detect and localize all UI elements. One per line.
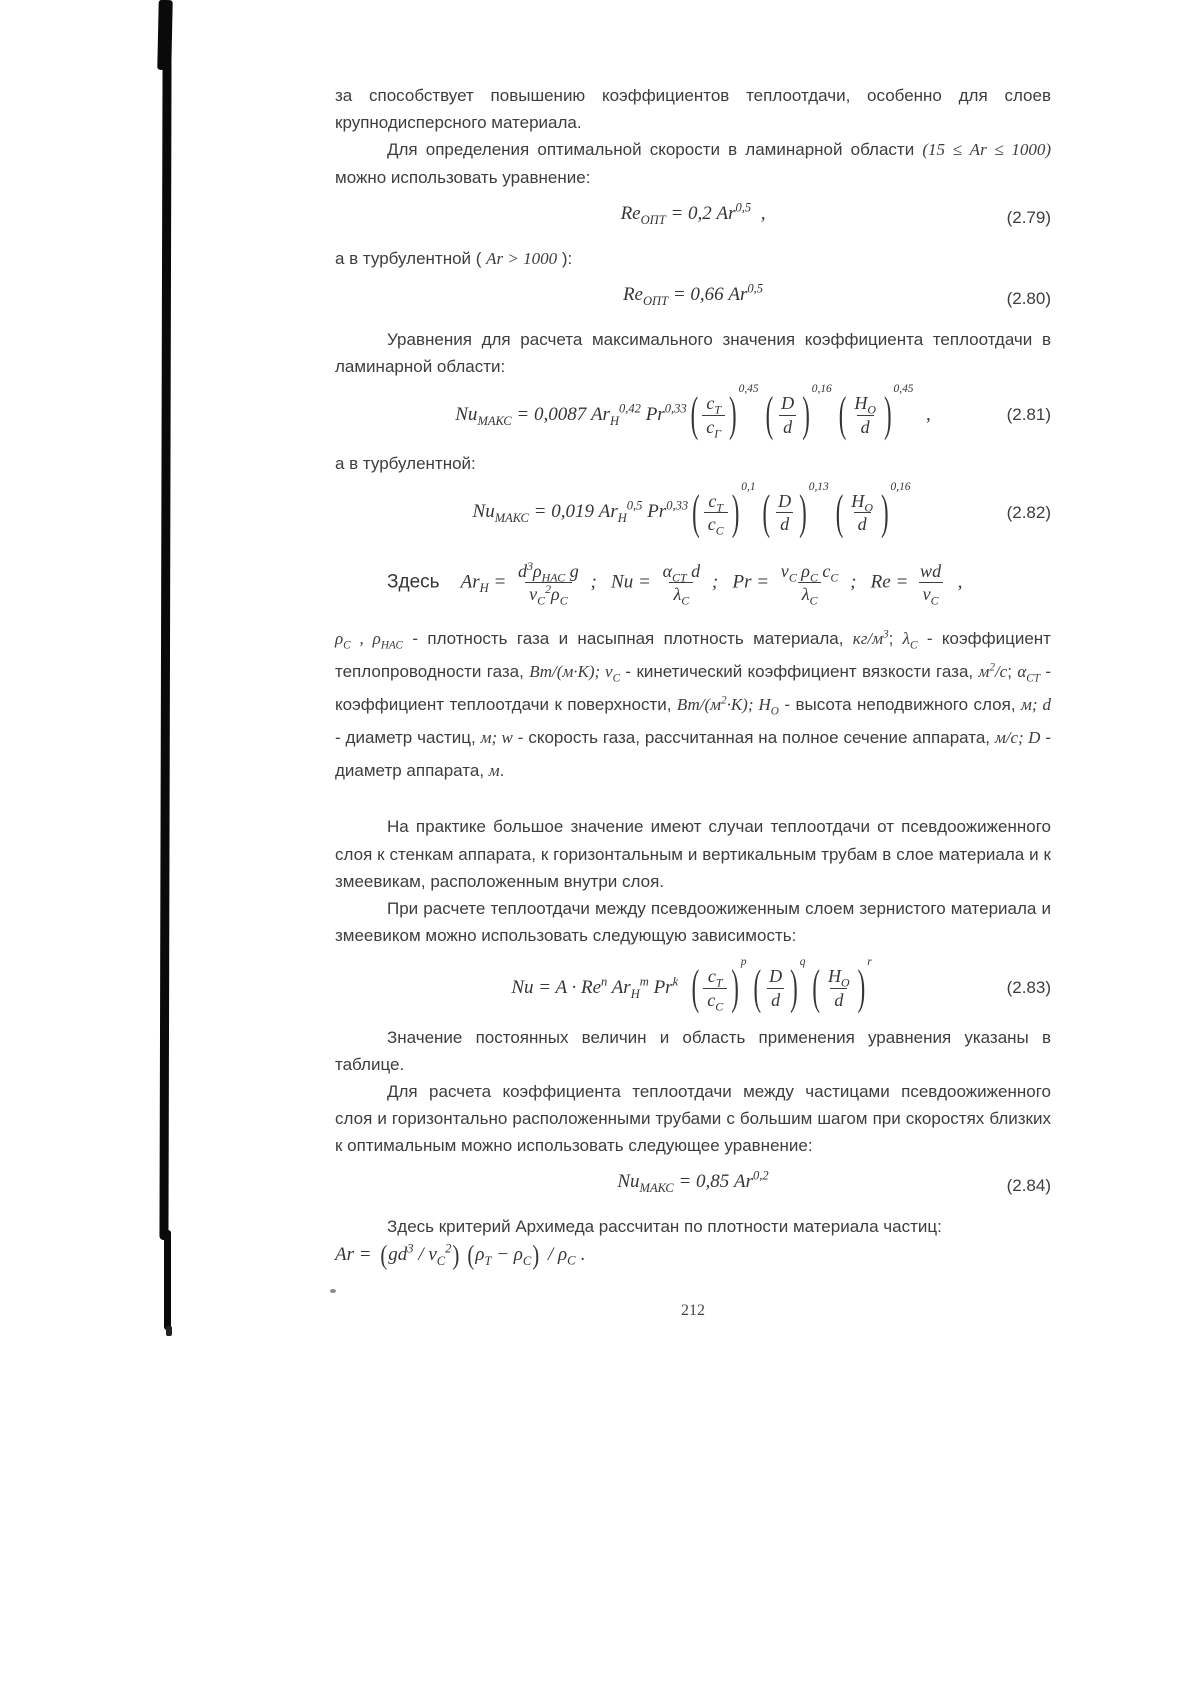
- math-run: Nu: [472, 501, 495, 522]
- subscript: С: [567, 1253, 576, 1268]
- math-run: c: [706, 416, 715, 437]
- math-run: = 0,66 Ar: [668, 283, 748, 305]
- equation-row: [335, 281, 1051, 314]
- subscript: С: [559, 593, 568, 608]
- close-paren-icon: ): [452, 1238, 460, 1271]
- subscript: Т: [484, 1253, 492, 1268]
- subscript: ОПТ: [640, 212, 666, 227]
- close-paren-icon: ): [731, 484, 740, 539]
- math-run: Nu: [617, 1171, 640, 1193]
- fraction: [702, 392, 725, 441]
- numerator: [777, 560, 843, 583]
- text-label: Здесь: [387, 571, 461, 593]
- subscript: С: [522, 1253, 532, 1268]
- math-run: ρ: [796, 560, 810, 581]
- denominator: [703, 988, 727, 1012]
- denominator: [776, 512, 793, 536]
- math-run: м: [488, 761, 500, 781]
- math-run: Pr: [648, 976, 673, 998]
- superscript: 0,2: [753, 1169, 769, 1184]
- text-run: Здесь критерий Архимеда рассчитан по плотности материала частиц:: [387, 1217, 942, 1237]
- text-run: - плотность газа и насыпная плотность материала,: [403, 628, 853, 648]
- text-run: а в турбулентной:: [335, 454, 476, 474]
- paren-content: [700, 965, 730, 1014]
- math-run: =: [488, 571, 512, 593]
- numerator: [777, 392, 798, 415]
- open-paren-icon: (: [691, 960, 700, 1015]
- denominator: [798, 582, 822, 606]
- scan-artifact-line: [159, 60, 171, 1240]
- subscript: Н: [617, 510, 627, 525]
- math-run: D: [778, 490, 792, 511]
- equation-number: (2.81): [1006, 405, 1051, 425]
- subscript: МАКС: [639, 1181, 674, 1196]
- math-run: λ: [673, 584, 682, 605]
- subscript: С: [830, 570, 839, 585]
- math-run: Ar > 1000: [486, 248, 558, 268]
- paren-content: [475, 1244, 531, 1266]
- text-run: - диаметр аппарата,: [335, 728, 1051, 781]
- math-run: d: [686, 560, 701, 581]
- equation: [622, 281, 764, 308]
- superscript: 0,5: [626, 498, 643, 513]
- denominator: [830, 988, 847, 1012]
- open-paren-icon: (: [690, 387, 699, 442]
- superscript: n: [601, 974, 608, 989]
- paren-content: [699, 392, 728, 441]
- subscript: Н: [609, 413, 620, 428]
- math-run: ,: [751, 202, 766, 224]
- equation-number: (2.84): [1006, 1176, 1051, 1196]
- numerator: [847, 490, 877, 513]
- paren-group: [379, 1238, 460, 1271]
- math-run: d: [771, 989, 781, 1010]
- equation: [511, 956, 874, 1015]
- paragraph: [335, 136, 1051, 190]
- denominator: [779, 415, 796, 439]
- superscript: 3: [407, 1241, 414, 1256]
- subscript: СТ: [1026, 672, 1040, 685]
- fraction: [765, 965, 786, 1011]
- paragraph: [335, 326, 1051, 380]
- subscript: С: [715, 523, 724, 538]
- close-paren-icon: ): [802, 387, 810, 442]
- math-run: d: [860, 416, 870, 437]
- math-run: c: [707, 966, 716, 987]
- paren-content: [388, 1241, 452, 1268]
- math-run: Pr: [640, 403, 665, 425]
- open-paren-icon: (: [762, 484, 771, 539]
- page-number: 212: [681, 1301, 705, 1319]
- text-run: - высота неподвижного слоя,: [778, 695, 1021, 715]
- math-run: g: [565, 560, 579, 581]
- denominator: [857, 415, 874, 439]
- equation-number: (2.80): [1006, 288, 1051, 308]
- math-run: d: [857, 514, 867, 535]
- paragraph: [335, 895, 1051, 949]
- math-run: v: [922, 584, 931, 605]
- paren-content: [844, 490, 880, 536]
- fraction: [777, 392, 798, 438]
- paren-group: ( $\frac{H_О}{d}$ ) r: [811, 965, 871, 1011]
- math-run: ·К); H: [726, 695, 771, 715]
- math-run: d: [834, 989, 844, 1010]
- superscript: 0,42: [619, 401, 641, 416]
- subscript: С: [809, 593, 818, 608]
- subscript: ОПТ: [642, 293, 669, 308]
- math-run: α: [662, 560, 673, 581]
- fraction: [704, 490, 728, 536]
- close-paren-icon: ): [731, 960, 739, 1015]
- text-run: а в турбулентной (: [335, 248, 487, 268]
- paragraph: [335, 622, 1051, 788]
- superscript: k: [672, 974, 679, 989]
- denominator: [525, 582, 572, 606]
- math-run: Re: [622, 283, 643, 305]
- math-run: H: [851, 490, 865, 511]
- math-run: Ar: [460, 571, 480, 593]
- numerator: [704, 965, 727, 991]
- math-run: = 0,85 Ar: [673, 1171, 754, 1193]
- fraction: [774, 490, 795, 536]
- paren-group: ( $\frac{H_О}{d}$ ) 0,45: [838, 392, 914, 438]
- math-run: − ρ: [491, 1244, 523, 1266]
- math-run: H: [828, 966, 842, 987]
- subscript: С: [715, 999, 724, 1014]
- equation: [617, 1169, 769, 1196]
- math-run: , ρ: [350, 628, 381, 648]
- equation-row: [335, 383, 1051, 442]
- math-run: /с: [994, 661, 1008, 681]
- paragraph: [335, 1213, 1051, 1240]
- fraction: [777, 560, 843, 606]
- math-run: gd: [388, 1244, 408, 1266]
- fraction: [703, 965, 727, 1014]
- equation: [455, 383, 931, 442]
- fraction: [847, 490, 877, 536]
- close-paren-icon: ): [883, 387, 892, 442]
- numerator: [774, 490, 795, 513]
- fraction: [850, 392, 880, 438]
- math-run: м: [978, 661, 990, 681]
- math-run: c: [707, 514, 716, 535]
- document-body: [335, 82, 1051, 1320]
- math-run: Вт/(м: [676, 695, 722, 715]
- paren-content: [771, 490, 798, 536]
- paren-content: [762, 965, 789, 1011]
- subscript: Н: [479, 580, 489, 595]
- equation-number: (2.83): [1006, 978, 1051, 998]
- denominator: [919, 582, 943, 606]
- paren-content: [701, 490, 731, 536]
- equation-number: (2.82): [1006, 502, 1051, 522]
- math-run: c: [817, 560, 831, 581]
- subscript: Т: [715, 976, 723, 991]
- math-run: d: [783, 416, 793, 437]
- math-run: d: [518, 560, 528, 581]
- equation-row: [335, 1171, 1051, 1201]
- text-run: - коэффициент теплоотдачи к поверхности,: [335, 661, 1052, 715]
- subscript: С: [930, 593, 939, 608]
- paren-group: ( $\frac{D}{d}$ ) q: [753, 965, 806, 1011]
- numerator: [704, 490, 727, 513]
- text-run: .: [499, 761, 505, 781]
- math-run: ; Nu =: [585, 571, 656, 593]
- math-run: α: [1017, 661, 1027, 681]
- numerator: [916, 560, 945, 583]
- math-run: c: [706, 393, 715, 414]
- scan-artifact-mark: [166, 1326, 172, 1336]
- text-run: Уравнения для расчета максимального значения коэффициента теплоотдачи в ламинарной области:: [335, 329, 1051, 377]
- subscript: С: [436, 1253, 446, 1268]
- math-run: / v: [413, 1244, 437, 1266]
- denominator: [669, 582, 693, 606]
- text-run: .: [575, 1243, 585, 1265]
- subscript: С: [809, 570, 818, 585]
- numerator: [514, 560, 583, 583]
- math-run: / ρ: [543, 1243, 568, 1265]
- subscript: С: [681, 593, 690, 608]
- paren-content: [847, 392, 883, 438]
- text-run: можно использовать уравнение:: [335, 167, 591, 187]
- open-paren-icon: (: [467, 1238, 475, 1271]
- math-run: Вт/(м·К); v: [529, 661, 613, 681]
- numerator: [702, 392, 725, 415]
- subscript: Т: [714, 402, 721, 417]
- text-run: ;: [888, 628, 903, 648]
- equation-left: [335, 1238, 1051, 1271]
- math-run: (15 ≤ Ar ≤ 1000): [922, 140, 1052, 160]
- math-run: = 0,019 Ar: [528, 501, 618, 522]
- paragraph: [335, 82, 1051, 136]
- paren-group: ( $\frac{c_Т}{c_С}$ ) 0,1: [691, 490, 755, 536]
- text-run: - диаметр частиц,: [335, 728, 481, 748]
- text-run: - кинетический коэффициент вязкости газа,: [620, 661, 979, 681]
- text-run: ;: [1007, 661, 1018, 681]
- math-run: wd: [920, 560, 942, 581]
- paren-group: ( $\frac{c_Т}{c_С}$ ) p: [691, 965, 747, 1011]
- math-run: d: [780, 514, 790, 535]
- open-paren-icon: (: [692, 484, 700, 539]
- close-paren-icon: ): [857, 960, 866, 1015]
- math-run: Nu = A · Re: [511, 976, 602, 998]
- math-run: м/с; D: [994, 728, 1041, 748]
- close-paren-icon: ): [799, 484, 807, 539]
- subscript: СТ: [672, 570, 687, 585]
- subscript: С: [343, 639, 351, 652]
- math-run: v: [780, 560, 789, 581]
- paragraph: [335, 813, 1051, 895]
- math-run: ,: [916, 403, 931, 425]
- fraction: [659, 560, 705, 606]
- math-run: Ar: [607, 976, 631, 998]
- text-run: Значение постоянных величин и область применения уравнения указаны в таблице.: [335, 1027, 1051, 1074]
- equation-row: [335, 480, 1051, 539]
- subscript: Н: [630, 986, 640, 1001]
- subscript: Г: [714, 426, 722, 441]
- superscript: m: [639, 974, 649, 989]
- text-run: за способствует повышению коэффициентов теплоотдачи, особенно для слоев крупнодисперсного материала.: [335, 86, 1051, 133]
- paragraph: [335, 245, 1051, 272]
- equation: [620, 200, 766, 227]
- superscript: 2: [545, 582, 552, 597]
- subscript: О: [864, 500, 873, 515]
- superscript: 3: [882, 628, 889, 641]
- fraction: [514, 560, 583, 606]
- math-run: ρ: [335, 628, 344, 648]
- subscript: О: [770, 705, 779, 718]
- paragraph: [335, 1078, 1051, 1160]
- math-run: кг/м: [852, 628, 883, 648]
- math-run: H: [854, 393, 868, 414]
- fraction: [916, 560, 945, 606]
- equation-number: (2.79): [1006, 207, 1051, 227]
- equation-line: [335, 560, 1051, 606]
- subscript: НАС: [541, 570, 566, 585]
- paren-content: [774, 392, 801, 438]
- denominator: [767, 988, 784, 1012]
- subscript: Т: [716, 500, 724, 515]
- math-run: ρ: [551, 584, 560, 605]
- open-paren-icon: (: [753, 960, 762, 1015]
- math-run: ρ: [533, 560, 542, 581]
- math-run: Pr: [642, 501, 667, 522]
- math-run: λ: [902, 628, 911, 648]
- superscript: 2: [989, 661, 995, 674]
- superscript: 0,33: [664, 401, 687, 416]
- math-run: ρ: [475, 1244, 485, 1266]
- numerator: [659, 560, 705, 583]
- open-paren-icon: (: [838, 387, 847, 442]
- numerator: [824, 965, 854, 991]
- superscript: 3: [527, 558, 534, 573]
- subscript: О: [841, 976, 850, 991]
- subscript: НАС: [380, 639, 403, 652]
- math-run: v: [529, 584, 538, 605]
- paragraph: [335, 450, 1051, 477]
- equation: [472, 480, 914, 539]
- math-run: = 0,0087 Ar: [511, 403, 610, 425]
- fraction: [824, 965, 854, 1011]
- math-run: D: [781, 393, 795, 414]
- denominator: [854, 512, 871, 536]
- superscript: 0,5: [735, 200, 752, 215]
- text-run: - коэффициент теплопроводности газа,: [335, 628, 1051, 681]
- subscript: С: [788, 570, 797, 585]
- paragraph: [335, 1024, 1051, 1078]
- paren-group: [466, 1238, 540, 1271]
- math-run: Nu: [455, 403, 478, 425]
- text-run: - скорость газа, рассчитанная на полное сечение аппарата,: [512, 728, 995, 748]
- open-paren-icon: (: [380, 1238, 388, 1271]
- math-run: м; w: [480, 728, 513, 748]
- math-run: Re: [620, 202, 641, 224]
- math-run: D: [769, 966, 783, 987]
- denominator: [704, 512, 728, 536]
- math-run: ; Re =: [845, 571, 914, 593]
- superscript: 2: [721, 694, 727, 707]
- text-run: При расчете теплоотдачи между псевдоожиженным слоем зернистого материала и змеевиком можно использовать следующую зависимость:: [335, 899, 1051, 946]
- superscript: 2: [445, 1241, 452, 1256]
- text-run: На практике большое значение имеют случаи теплоотдачи от псевдоожиженного слоя к стенкам аппарата, к горизонтальным и вертикальным трубам в слое материала и к змеевикам, расположенным внутри слоя.: [335, 817, 1051, 891]
- equation-row: [335, 956, 1051, 1015]
- paren-group: ( $\frac{D}{d}$ ) 0,13: [762, 490, 829, 536]
- text-run: Для расчета коэффициента теплоотдачи между частицами псевдоожиженного слоя и горизонтально расположенными трубами с большим шагом при скоростях близких к оптимальным можно использовать следующее уравнение:: [335, 1081, 1051, 1156]
- text-run: ):: [557, 248, 573, 268]
- math-run: ; Pr =: [707, 571, 774, 593]
- open-paren-icon: (: [835, 484, 844, 539]
- math-run: ,: [948, 571, 963, 593]
- subscript: С: [612, 672, 621, 685]
- paren-content: [821, 965, 857, 1011]
- math-run: = 0,2 Ar: [665, 202, 736, 224]
- paren-group: ( $\frac{c_Т}{c_Г}$ ) 0,45: [690, 392, 759, 438]
- paren-group: ( $\frac{H_О}{d}$ ) 0,16: [835, 490, 911, 536]
- math-run: λ: [801, 584, 810, 605]
- subscript: МАКС: [494, 510, 529, 525]
- subscript: С: [537, 593, 546, 608]
- close-paren-icon: ): [790, 960, 798, 1015]
- superscript: 0,5: [747, 281, 764, 296]
- equation-row: [335, 200, 1051, 233]
- subscript: С: [910, 639, 918, 652]
- math-run: c: [708, 490, 717, 511]
- subscript: МАКС: [477, 413, 512, 428]
- open-paren-icon: (: [812, 960, 821, 1015]
- math-run: м; d: [1021, 695, 1051, 715]
- numerator: [850, 392, 880, 415]
- denominator: [702, 415, 725, 439]
- close-paren-icon: ): [880, 484, 889, 539]
- math-run: c: [707, 989, 716, 1010]
- text-run: Для определения оптимальной скорости в ламинарной области: [387, 140, 923, 160]
- open-paren-icon: (: [765, 387, 774, 442]
- close-paren-icon: ): [532, 1238, 540, 1271]
- math-run: Ar =: [335, 1243, 377, 1265]
- scan-artifact-line: [164, 1230, 171, 1330]
- numerator: [765, 965, 786, 988]
- math-run: [678, 977, 688, 998]
- close-paren-icon: ): [729, 387, 737, 442]
- paren-group: ( $\frac{D}{d}$ ) 0,16: [765, 392, 832, 438]
- superscript: 0,33: [666, 498, 689, 513]
- subscript: О: [867, 402, 876, 417]
